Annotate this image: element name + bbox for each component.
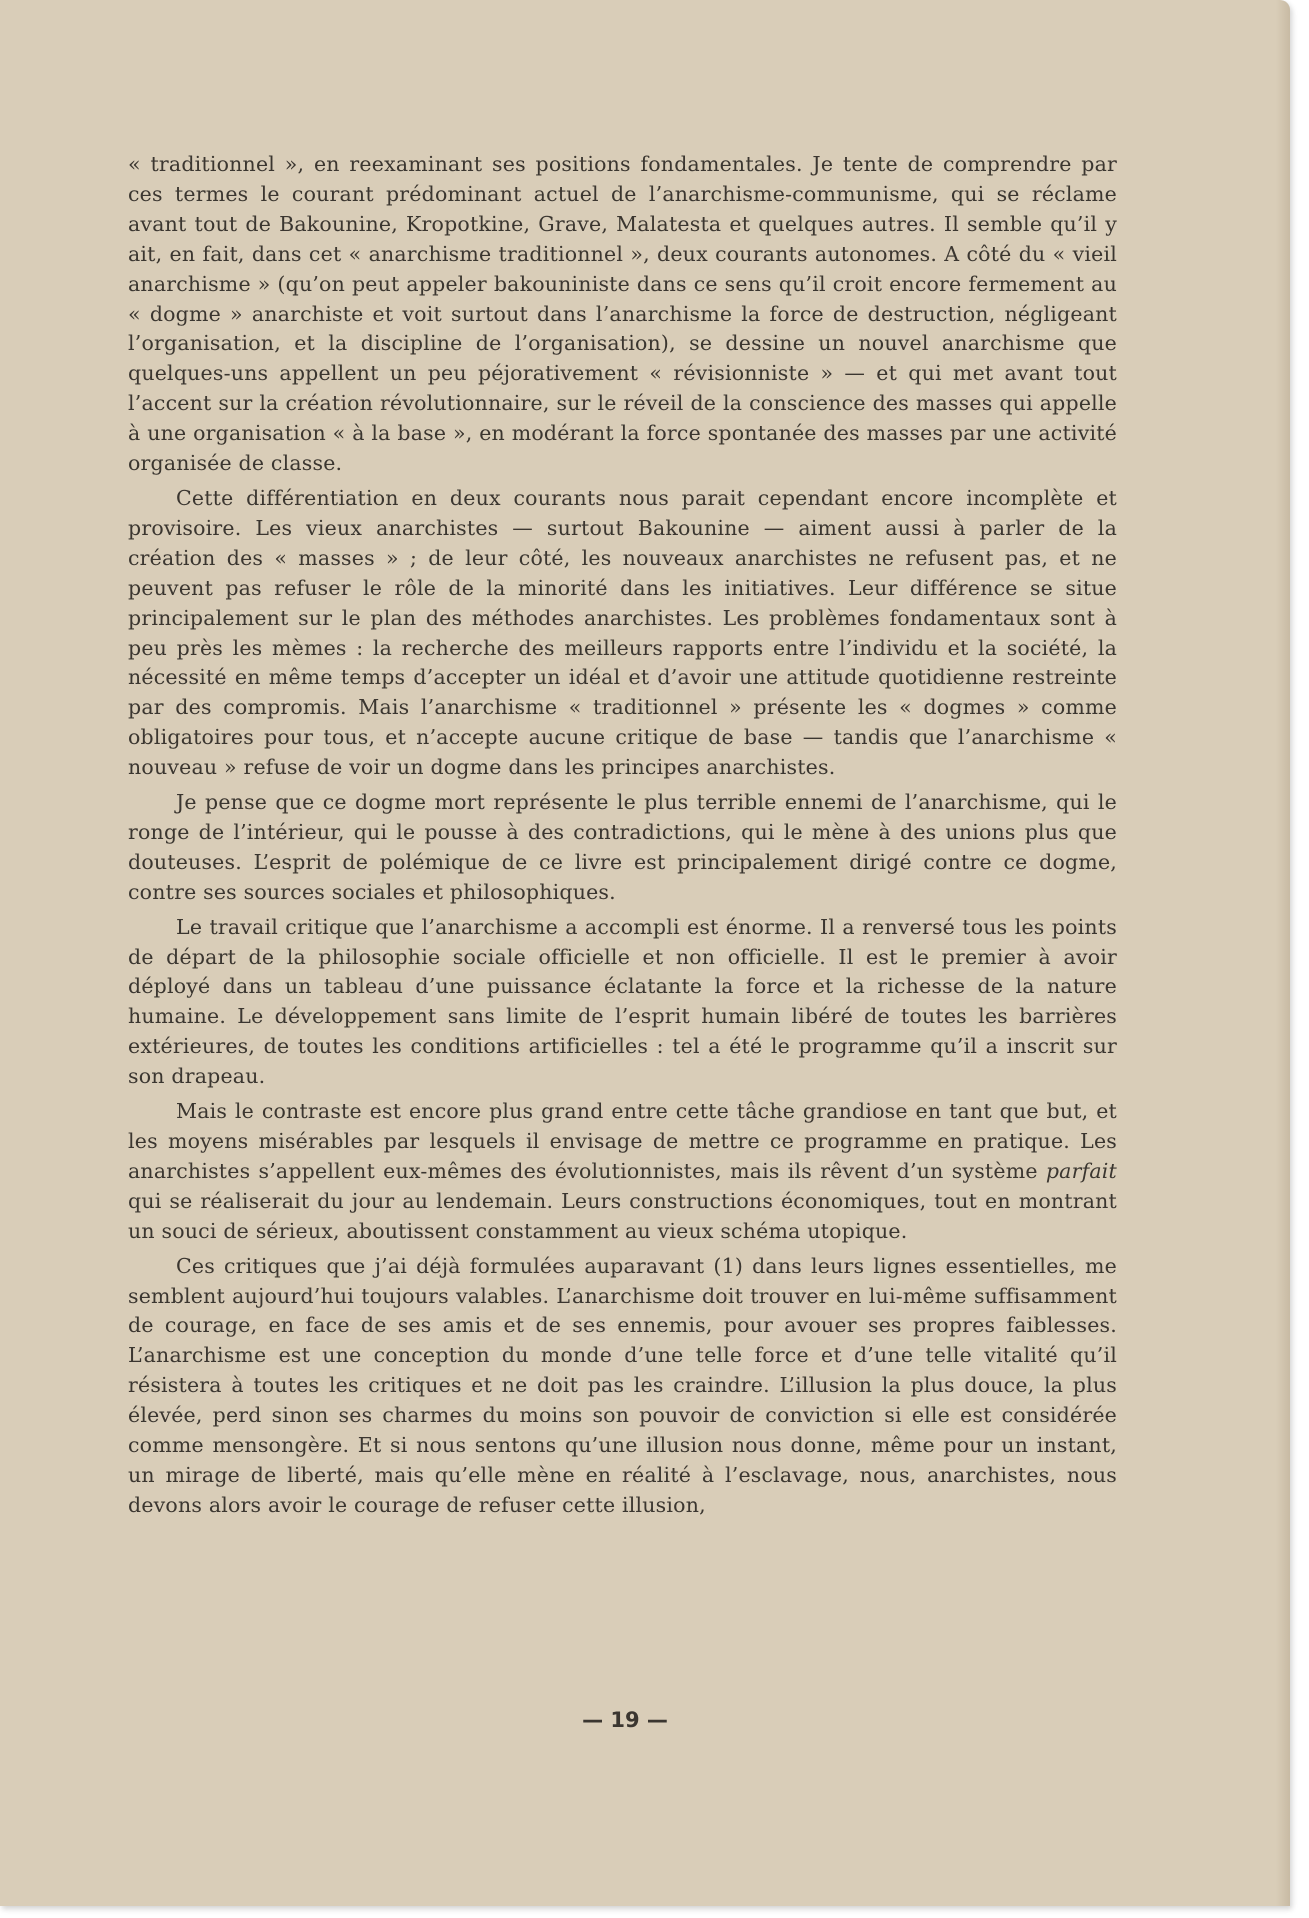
paragraph-3: Je pense que ce dogme mort représente le plus terrible ennemi de l’anarchisme, qui le ronge de l’intérieur, qui le pousse à des contradictions, qui le mène à des unions plus que douteuses. L’esprit de polémique de ce livre est principalement dirigé contre ce dogme, contre ses sources sociales et philosophiques.	[128, 790, 1117, 904]
paragraph-5-text-after: qui se réaliserait du jour au lendemain. Leurs constructions économiques, tout en montrant un souci de sérieux, aboutissent constamment au vieux schéma utopique.	[128, 1188, 1117, 1243]
paragraph-5-text-before: Mais le contraste est encore plus grand entre cette tâche grandiose en tant que but, et les moyens misérables par lesquels il envisage de mettre ce programme en pratique. Les anarchistes s’appellent eux-mêmes des évolutionnistes, mais ils rêvent d’un système	[128, 1099, 1117, 1183]
body-text	[128, 150, 1117, 1526]
paragraph-6: Ces critiques que j’ai déjà formulées auparavant (1) dans leurs lignes essentielles, me semblent aujourd’hui toujours valables. L’anarchisme doit trouver en lui-même suffisamment de courage, en face de ses amis et de ses ennemis, pour avouer ses propres faiblesses. L’anarchisme est une conception du monde d’une telle force et d’une telle vitalité qu’il résistera à toutes les critiques et ne doit pas les craindre. L’illusion la plus douce, la plus élevée, perd sinon ses charmes du moins son pouvoir de conviction si elle est considérée comme mensongère. Et si nous sentons qu’une illusion nous donne, même pour un instant, un mirage de liberté, mais qu’elle mène en réalité à l’esclavage, nous, anarchistes, nous devons alors avoir le courage de refuser cette illusion,	[128, 1253, 1117, 1517]
page-number: — 19 —	[582, 1708, 668, 1732]
paragraph-1: « traditionnel », en reexaminant ses positions fondamentales. Je tente de comprendre par ces termes le courant prédominant actuel de l’anarchisme-communisme, qui se réclame avant tout de Bakounine, Kropotkine, Grave, Malatesta et quelques autres. Il semble qu’il y ait, en fait, dans cet « anarchisme traditionnel », deux courants autonomes. A côté du « vieil anarchisme » (qu’on peut appeler bakouniniste dans ce sens qu’il croit encore fermement au « dogme » anarchiste et voit surtout dans l’anarchisme la force de destruction, négligeant l’organisation, et la discipline de l’organisation), se dessine un nouvel anarchisme que quelques-uns appellent un peu péjorativement « révisionniste » — et qui met avant tout l’accent sur la création révolutionnaire, sur le réveil de la conscience des masses qui appelle à une organisation « à la base », en modérant la force spontanée des masses par une activité organisée de classe.	[128, 152, 1117, 476]
paragraph-5-emphasis: parfait	[1045, 1158, 1117, 1183]
paragraph-4: Le travail critique que l’anarchisme a accompli est énorme. Il a renversé tous les points de départ de la philosophie sociale officielle et non officielle. Il est le premier à avoir déployé dans un tableau d’une puissance éclatante la force et la richesse de la nature humaine. Le développement sans limite de l’esprit humain libéré de toutes les barrières extérieures, de toutes les conditions artificielles : tel a été le programme qu’il a inscrit sur son drapeau.	[128, 914, 1117, 1089]
paragraph-5	[128, 1097, 1117, 1247]
paragraph-2: Cette différentiation en deux courants nous parait cependant encore incomplète et provisoire. Les vieux anarchistes — surtout Bakounine — aiment aussi à parler de la création des « masses » ; de leur côté, les nouveaux anarchistes ne refusent pas, et ne peuvent pas refuser le rôle de la minorité dans les initiatives. Leur différence se situe principalement sur le plan des méthodes anarchistes. Les problèmes fondamentaux sont à peu près les mèmes : la recherche des meilleurs rapports entre l’individu et la société, la nécessité en même temps d’accepter un idéal et d’avoir une attitude quotidienne restreinte par des compromis. Mais l’anarchisme « traditionnel » présente les « dogmes » comme obligatoires pour tous, et n’accepte aucune critique de base — tandis que l’anarchisme « nouveau » refuse de voir un dogme dans les principes anarchistes.	[128, 485, 1117, 780]
